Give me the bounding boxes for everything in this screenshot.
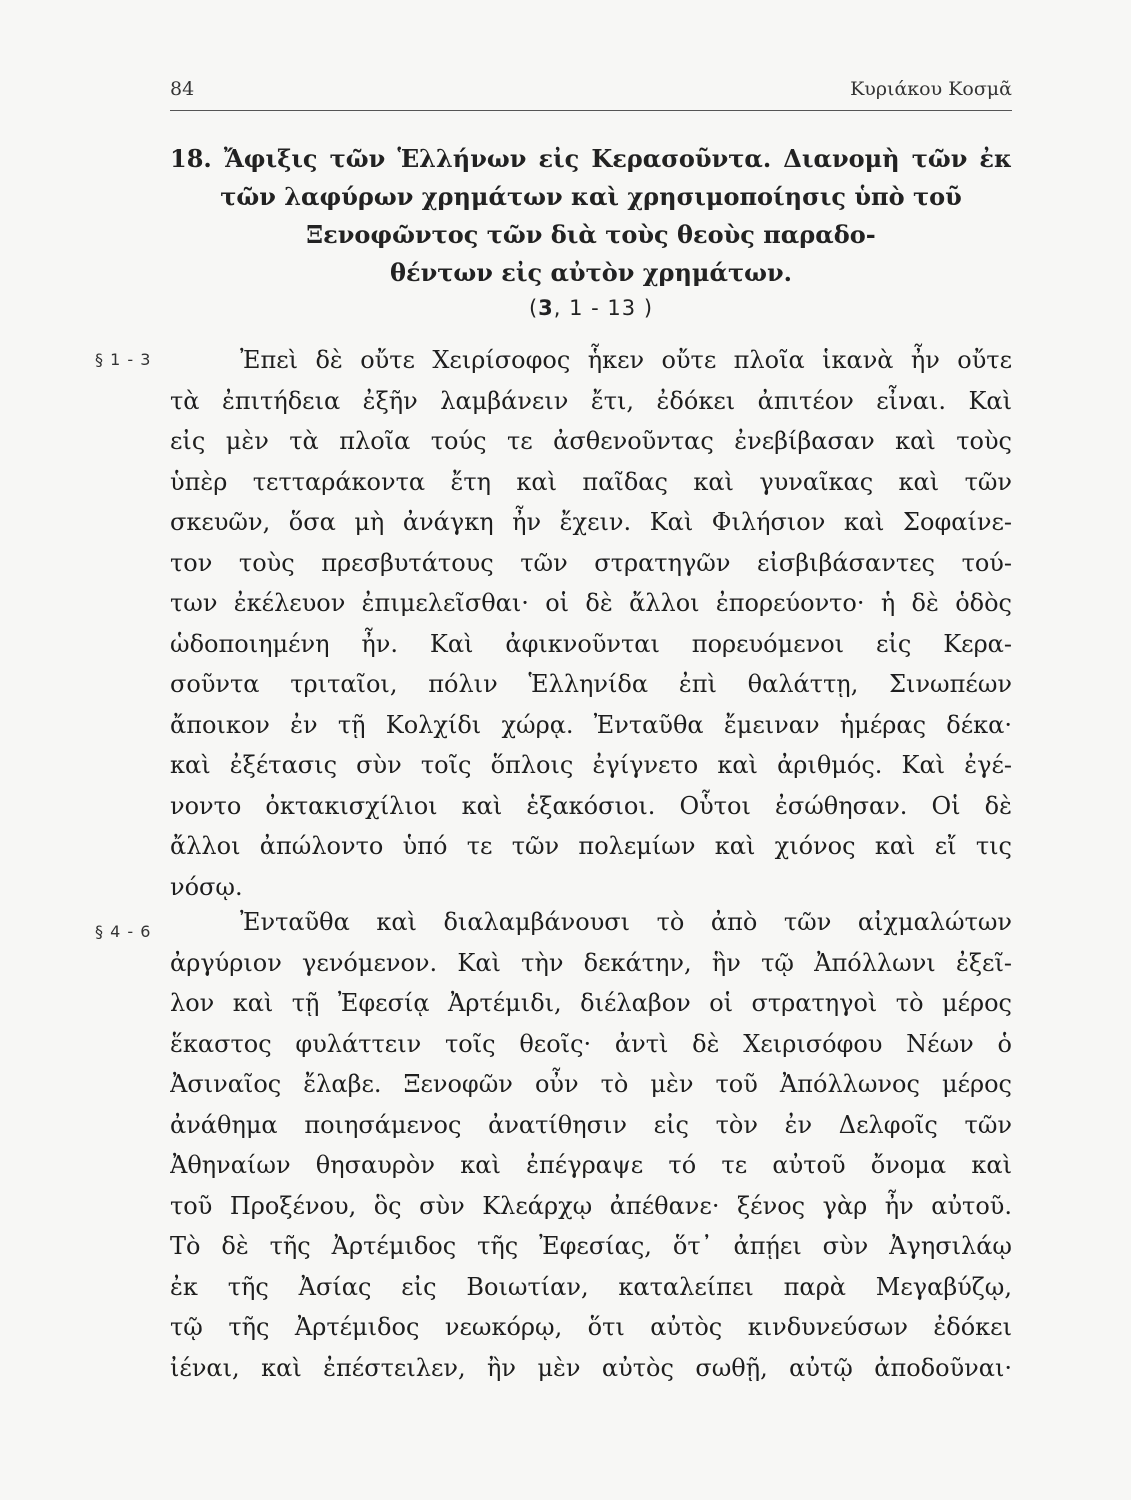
heading-line: 18. Ἄφιξις τῶν Ἑλλήνων εἰς Κερασοῦντα. Διανομὴ τῶν ἐκ [170,144,1012,173]
paragraph [170,340,1012,907]
text-line: τὰ ἐπιτήδεια ἐξῆν λαμβάνειν ἔτι, ἐδόκει ἀπιτέον εἶναι. Καὶ [170,386,1012,415]
reference-rest: , 1 - 13 ) [553,296,654,320]
text-line: ἄποικον ἐν τῇ Κολχίδι χώρᾳ. Ἐνταῦθα ἔμειναν ἡμέρας δέκα· [170,710,1012,739]
text-line: τοῦ Προξένου, ὃς σὺν Κλεάρχῳ ἀπέθανε· ξένος γὰρ ἦν αὐτοῦ. [170,1191,1012,1220]
text-line: Τὸ δὲ τῆς Ἀρτέμιδος τῆς Ἐφεσίας, ὅτ᾽ ἀπῄει σὺν Ἀγησιλάῳ [170,1232,1012,1260]
text-line: εἰς μὲν τὰ πλοῖα τούς τε ἀσθενοῦντας ἐνεβίβασαν καὶ τοὺς [170,427,1012,455]
text-line: ἐκ τῆς Ἀσίας εἰς Βοιωτίαν, καταλείπει παρὰ Μεγαβύζῳ, [170,1272,1012,1301]
section-reference [170,296,1012,320]
text-line: σκευῶν, ὅσα μὴ ἀνάγκη ἦν ἔχειν. Καὶ Φιλήσιον καὶ Σοφαίνε- [170,508,1012,536]
margin-reference: § 4 - 6 [95,922,152,941]
text-line: Ἐνταῦθα καὶ διαλαμβάνουσι τὸ ἀπὸ τῶν αἰχμαλώτων [240,908,1012,936]
text-line: Ἀσιναῖος ἔλαβε. Ξενοφῶν οὖν τὸ μὲν τοῦ Ἀπόλλωνος μέρος [170,1070,1012,1098]
reference-open: ( [528,296,539,320]
text-line: ὑπὲρ τετταράκοντα ἔτη καὶ παῖδας καὶ γυναῖκας καὶ τῶν [170,467,1012,496]
text-line: νοντο ὀκτακισχίλιοι καὶ ἑξακόσιοι. Οὗτοι ἐσώθησαν. Οἱ δὲ [170,791,1012,820]
running-title: Κυριάκου Κοσμᾶ [850,78,1012,100]
text-line: Ἐπεὶ δὲ οὔτε Χειρίσοφος ἧκεν οὔτε πλοῖα ἱκανὰ ἦν οὔτε [240,346,1012,374]
section-heading [170,140,1012,292]
heading-line: τῶν λαφύρων χρημάτων καὶ χρησιμοποίησις ὑπὸ τοῦ [220,182,962,211]
text-line: τον τοὺς πρεσβυτάτους τῶν στρατηγῶν εἰσβιβάσαντες τού- [170,548,1012,577]
reference-book: 3 [538,296,554,320]
text-line: ὡδοποιημένη ἦν. Καὶ ἀφικνοῦνται πορευόμενοι εἰς Κερα- [170,629,1012,658]
text-line: λον καὶ τῇ Ἐφεσίᾳ Ἀρτέμιδι, διέλαβον οἱ στρατηγοὶ τὸ μέρος [170,989,1012,1017]
text-line: καὶ ἐξέτασις σὺν τοῖς ὅπλοις ἐγίγνετο καὶ ἀριθμός. Καὶ ἐγέ- [170,751,1012,779]
page-number: 84 [170,78,195,100]
text-line: Ἀθηναίων θησαυρὸν καὶ ἐπέγραψε τό τε αὐτοῦ ὄνομα καὶ [170,1151,1012,1179]
text-line: τῷ τῆς Ἀρτέμιδος νεωκόρῳ, ὅτι αὐτὸς κινδυνεύσων ἐδόκει [170,1313,1012,1341]
paragraph [170,902,1012,1388]
text-line: ἰέναι, καὶ ἐπέστειλεν, ἢν μὲν αὐτὸς σωθῇ, αὐτῷ ἀποδοῦναι· [170,1353,1012,1382]
header-rule [170,110,1012,111]
text-line: ἕκαστος φυλάττειν τοῖς θεοῖς· ἀντὶ δὲ Χειρισόφου Νέων ὁ [170,1029,1012,1058]
running-head [170,70,1012,104]
text-line: των ἐκέλευον ἐπιμελεῖσθαι· οἱ δὲ ἄλλοι ἐπορεύοντο· ἡ δὲ ὁδὸς [170,589,1012,617]
text-line: ἄλλοι ἀπώλοντο ὑπό τε τῶν πολεμίων καὶ χιόνος καὶ εἴ τις [170,832,1012,860]
margin-reference: § 1 - 3 [95,350,152,369]
text-line: ἀργύριον γενόμενον. Καὶ τὴν δεκάτην, ἣν τῷ Ἀπόλλωνι ἐξεῖ- [170,948,1012,977]
text-line: νόσῳ. [170,872,243,901]
text-line: σοῦντα τριταῖοι, πόλιν Ἑλληνίδα ἐπὶ θαλάττῃ, Σινωπέων [170,670,1012,698]
text-line: ἀνάθημα ποιησάμενος ἀνατίθησιν εἰς τὸν ἐν Δελφοῖς τῶν [170,1110,1012,1139]
heading-line: θέντων εἰς αὐτὸν χρημάτων. [390,258,792,287]
heading-line: Ξενοφῶντος τῶν διὰ τοὺς θεοὺς παραδο- [306,220,876,249]
